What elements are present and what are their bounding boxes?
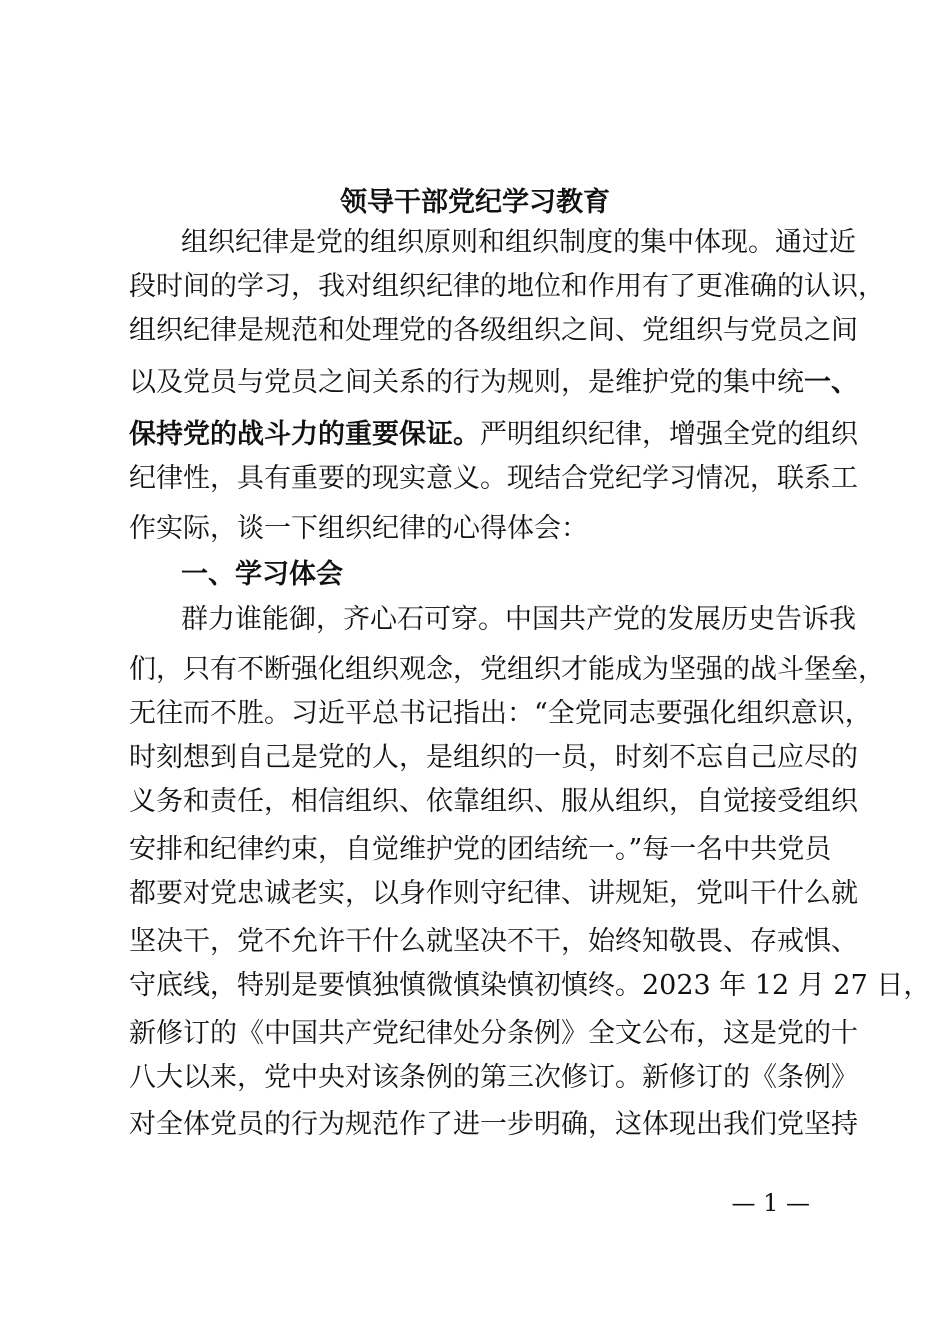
section-1-line-11: 八大以来，党中央对该条例的第三次修订。新修订的《条例》 xyxy=(129,1062,858,1093)
intro-line-7: 作实际，谈一下组织纪律的心得体会： xyxy=(129,513,588,544)
section-1-line-2: 们，只有不断强化组织观念，党组织才能成为坚强的战斗堡垒， xyxy=(129,654,885,685)
intro-line-4-text: 以及党员与党员之间关系的行为规则，是维护党的集中统 xyxy=(129,367,804,398)
section-1-line-5: 义务和责任，相信组织、依靠组织、服从组织，自觉接受组织 xyxy=(129,786,858,817)
intro-line-5-rest: 严明组织纪律，增强全党的组织 xyxy=(480,419,858,450)
section-1-line-1: 群力谁能御，齐心石可穿。中国共产党的发展历史告诉我 xyxy=(181,604,856,635)
intro-line-5 xyxy=(129,413,858,457)
intro-line-2: 段时间的学习，我对组织纪律的地位和作用有了更准确的认识， xyxy=(129,271,885,302)
section-1-line-12: 对全体党员的行为规范作了进一步明确，这体现出我们党坚持 xyxy=(129,1109,858,1140)
section-1-line-4: 时刻想到自己是党的人，是组织的一员，时刻不忘自己应尽的 xyxy=(129,742,858,773)
section-1-line-7: 都要对党忠诚老实，以身作则守纪律、讲规矩，党叫干什么就 xyxy=(129,878,858,909)
section-1-heading: 一、学习体会 xyxy=(181,559,343,590)
intro-line-1: 组织纪律是党的组织原则和组织制度的集中体现。通过近 xyxy=(181,227,856,258)
section-1-line-9: 守底线，特别是要慎独慎微慎染慎初慎终。2023 年 12 月 27 日， xyxy=(129,970,931,1001)
page-number: — 1 — xyxy=(731,1189,810,1217)
section-1-line-6: 安排和纪律约束，自觉维护党的团结统一。”每一名中共党员 xyxy=(129,834,832,865)
intro-line-6: 纪律性，具有重要的现实意义。现结合党纪学习情况，联系工 xyxy=(129,463,858,494)
intro-line-3: 组织纪律是规范和处理党的各级组织之间、党组织与党员之间 xyxy=(129,315,858,346)
section-1-line-8: 坚决干，党不允许干什么就坚决不干，始终知敬畏、存戒惧、 xyxy=(129,926,858,957)
section-1-line-3: 无往而不胜。习近平总书记指出：“全党同志要强化组织意识， xyxy=(129,698,872,729)
intro-line-4-bold-tail: 一、 xyxy=(804,367,858,398)
section-1-line-10: 新修订的《中国共产党纪律处分条例》全文公布，这是党的十 xyxy=(129,1018,858,1049)
intro-line-5-bold: 保持党的战斗力的重要保证。 xyxy=(129,419,480,450)
document-title: 领导干部党纪学习教育 xyxy=(340,187,610,218)
intro-line-4 xyxy=(129,361,858,405)
